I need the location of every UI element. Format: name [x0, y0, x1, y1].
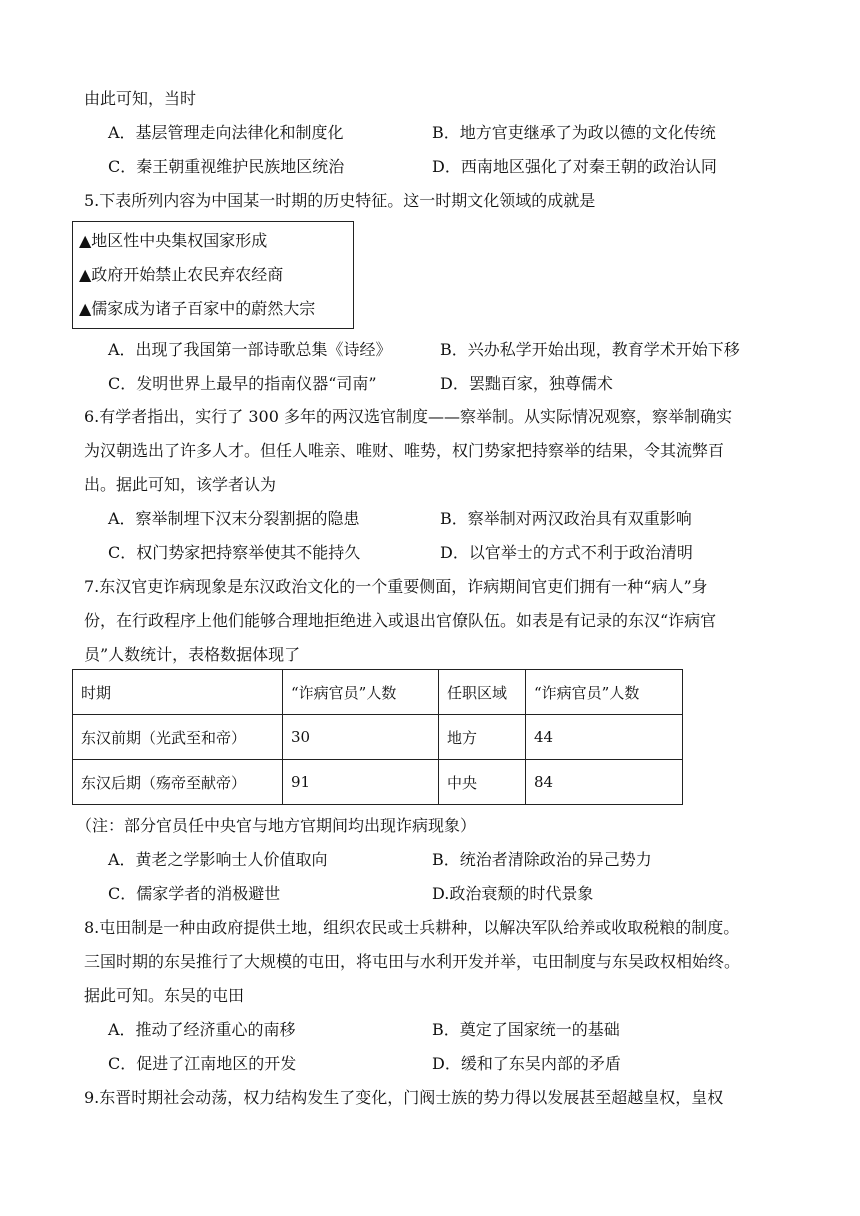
q7-option-c[interactable]: C．儒家学者的消极避世	[108, 884, 281, 903]
q4-option-d[interactable]: D．西南地区强化了对秦王朝的政治认同	[432, 157, 717, 176]
q6-stem-line-3: 出。据此可知，该学者认为	[84, 475, 277, 494]
q8-stem-line-1: 8.屯田制是一种由政府提供土地，组织农民或士兵耕种，以解决军队给养或收取税粮的制度。	[84, 918, 740, 937]
q7-stem-line-1: 7.东汉官吏诈病现象是东汉政治文化的一个重要侧面，诈病期间官吏们拥有一种“病人”身	[84, 577, 708, 596]
q7-option-d[interactable]: D.政治衰颓的时代景象	[432, 884, 594, 903]
q8-stem-line-3: 据此可知。东吴的屯田	[84, 986, 245, 1005]
table-cell: 中央	[439, 760, 526, 805]
q7-data-table	[72, 669, 683, 805]
q7-option-a[interactable]: A．黄老之学影响士人价值取向	[108, 850, 328, 869]
table-header-cell: 任职区域	[439, 670, 526, 715]
q5-stem: 5.下表所列内容为中国某一时期的历史特征。这一时期文化领域的成就是	[84, 191, 596, 210]
table-header-cell: 时期	[73, 670, 283, 715]
table-header-row	[73, 670, 683, 715]
table-cell: 30	[283, 715, 439, 760]
q5-box-item: ▲地区性中央集权国家形成	[79, 231, 268, 250]
q5-box-item: ▲政府开始禁止农民弃农经商	[79, 265, 284, 284]
q8-stem-line-2: 三国时期的东吴推行了大规模的屯田，将屯田与水利开发并举，屯田制度与东吴政权相始终。	[84, 952, 741, 971]
q9-stem-line-1: 9.东晋时期社会动荡，权力结构发生了变化，门阀士族的势力得以发展甚至超越皇权，皇权	[84, 1088, 724, 1107]
table-header-cell: “诈病官员”人数	[283, 670, 439, 715]
q7-stem-line-2: 份，在行政程序上他们能够合理地拒绝进入或退出官僚队伍。如表是有记录的东汉“诈病官	[84, 611, 717, 630]
q8-option-c[interactable]: C．促进了江南地区的开发	[108, 1054, 297, 1073]
table-row	[73, 715, 683, 760]
q6-option-c[interactable]: C．权门势家把持察举使其不能持久	[108, 543, 361, 562]
table-header-cell: “诈病官员”人数	[526, 670, 683, 715]
q6-stem-line-1: 6.有学者指出，实行了 300 多年的两汉选官制度——察举制。从实际情况观察，察举制确实	[84, 407, 732, 426]
q8-option-b[interactable]: B．奠定了国家统一的基础	[432, 1020, 620, 1039]
q5-option-b[interactable]: B．兴办私学开始出现，教育学术开始下移	[440, 340, 740, 359]
q5-feature-box	[72, 221, 354, 329]
q5-box-item: ▲儒家成为诸子百家中的蔚然大宗	[79, 299, 316, 318]
q5-option-d[interactable]: D．罢黜百家，独尊儒术	[440, 374, 613, 393]
q6-stem-line-2: 为汉朝选出了许多人才。但任人唯亲、唯财、唯势，权门势家把持察举的结果，令其流弊百	[84, 441, 725, 460]
table-row	[73, 760, 683, 805]
q6-option-a[interactable]: A．察举制埋下汉末分裂割据的隐患	[108, 509, 360, 528]
q7-stem-line-3: 员”人数统计，表格数据体现了	[84, 645, 301, 664]
q4-option-a[interactable]: A．基层管理走向法律化和制度化	[108, 123, 344, 142]
q6-option-d[interactable]: D．以官举士的方式不利于政治清明	[440, 543, 693, 562]
q7-note: （注：部分官员任中央官与地方官期间均出现诈病现象）	[76, 816, 477, 835]
q5-option-a[interactable]: A．出现了我国第一部诗歌总集《诗经》	[108, 340, 392, 359]
table-cell: 东汉后期（殇帝至献帝）	[73, 760, 283, 805]
q4-option-b[interactable]: B．地方官吏继承了为政以德的文化传统	[432, 123, 716, 142]
table-cell: 东汉前期（光武至和帝）	[73, 715, 283, 760]
q8-option-d[interactable]: D．缓和了东吴内部的矛盾	[432, 1054, 621, 1073]
q8-option-a[interactable]: A．推动了经济重心的南移	[108, 1020, 296, 1039]
q5-option-c[interactable]: C．发明世界上最早的指南仪器“司南”	[108, 374, 377, 393]
table-cell: 91	[283, 760, 439, 805]
table-cell: 地方	[439, 715, 526, 760]
q7-option-b[interactable]: B．统治者清除政治的异己势力	[432, 850, 652, 869]
q6-option-b[interactable]: B．察举制对两汉政治具有双重影响	[440, 509, 692, 528]
table-cell: 44	[526, 715, 683, 760]
table-cell: 84	[526, 760, 683, 805]
intro-line: 由此可知，当时	[84, 89, 197, 108]
q4-option-c[interactable]: C．秦王朝重视维护民族地区统治	[108, 157, 345, 176]
